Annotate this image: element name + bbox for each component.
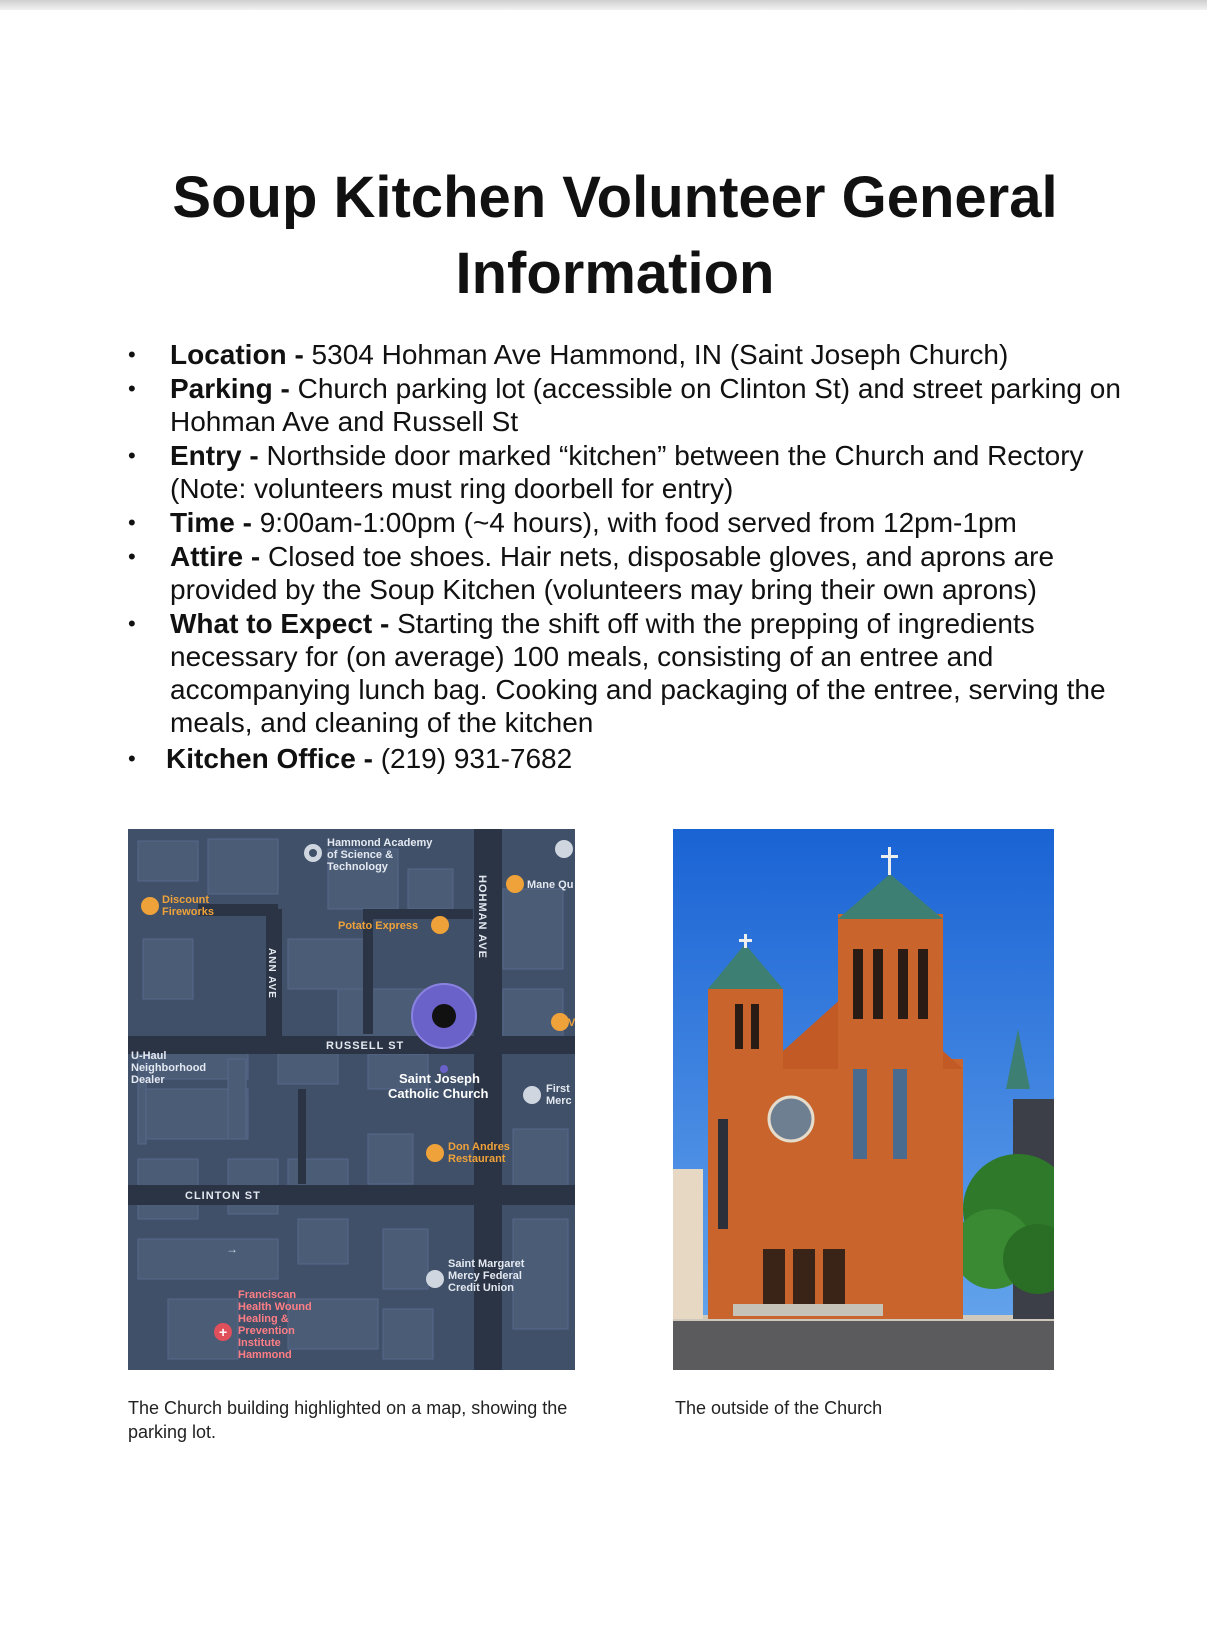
bullet-icon: • [128,376,136,401]
bullet-icon: • [128,342,136,367]
map-graphic [128,829,575,1370]
item-text: Closed toe shoes. Hair nets, disposable gloves, and aprons are provided by the Soup Kitchen (volunteers may bring their own aprons) [170,541,1055,605]
church-location-map [128,829,575,1370]
poi-label: Prevention [238,1325,295,1337]
poi-label: First [546,1083,570,1095]
poi-label: Technology [327,861,388,873]
church-illustration [673,829,1054,1370]
svg-text:+: + [219,1324,228,1340]
bullet-icon: • [128,746,136,771]
item-label: Location - [170,339,304,370]
street-label: HOHMAN AVE [476,875,488,959]
map-caption: The Church building highlighted on a map, showing the parking lot. [128,1398,568,1442]
poi-label: Healing & [238,1313,289,1325]
info-list [128,338,1128,776]
list-item-parking [128,372,1128,438]
poi-label: Hammond Academy [327,837,433,849]
page-title: Soup Kitchen Volunteer General Information [172,165,1058,306]
street-label: ANN AVE [266,948,277,999]
bullet-icon: • [128,611,136,636]
item-text: Northside door marked “kitchen” between the Church and Rectory (Note: volunteers must ring doorbell for entry) [170,440,1084,504]
poi-label: Mane Qu [527,879,574,891]
list-item-what-to-expect [128,607,1128,739]
item-text: Church parking lot (accessible on Clinton St) and street parking on Hohman Ave and Russell St [170,373,1121,437]
poi-label: U-Haul [131,1050,167,1062]
poi-label: Dealer [131,1074,165,1086]
bullet-icon: • [128,544,136,569]
poi-label: Merc [546,1095,572,1107]
svg-text:→: → [226,1242,238,1256]
poi-label: Discount [162,894,210,906]
item-label: Parking - [170,373,290,404]
church-label: Catholic Church [388,1086,489,1101]
poi-label: Hammond [238,1349,292,1361]
poi-label: Restaurant [448,1153,506,1165]
street-label: RUSSELL ST [326,1040,405,1052]
poi-label: Potato Express [338,920,419,932]
poi-label: Saint Margaret [448,1258,525,1270]
church-photo [673,829,1054,1370]
bullet-icon: • [128,443,136,468]
item-label: Time - [170,507,252,538]
list-item-location [128,338,1128,371]
list-item-kitchen-office [128,742,1128,775]
bullet-icon: • [128,510,136,535]
poi-label: Neighborhood [131,1062,207,1074]
item-label: Attire - [170,541,261,572]
item-text: 5304 Hohman Ave Hammond, IN (Saint Joseph Church) [303,339,1009,370]
item-text: Starting the shift off with the prepping of ingredients necessary for (on average) 100 meals, consisting of an entree and accompanying lunch bag. Cooking and packaging of the entree, serving the meals, and cleaning of the kitchen [170,608,1106,738]
poi-label: Institute [238,1337,281,1349]
item-label: Entry - [170,440,259,471]
poi-label: Health Wound [238,1301,312,1313]
item-label: What to Expect - [170,608,390,639]
viewer-top-edge [0,0,1207,10]
list-item-attire [128,540,1128,606]
item-text: 9:00am-1:00pm (~4 hours), with food served from 12pm-1pm [251,507,1017,538]
poi-label: Credit Union [448,1282,514,1294]
church-caption: The outside of the Church [675,1398,883,1418]
poi-label: V [568,1017,575,1029]
item-label: Kitchen Office - [166,743,373,774]
item-text: (219) 931-7682 [372,743,573,774]
poi-label: Fireworks [162,906,214,918]
church-label: Saint Joseph [399,1071,480,1086]
list-item-entry [128,439,1128,505]
poi-label: Don Andres [448,1141,510,1153]
poi-label: Mercy Federal [448,1270,522,1282]
list-item-time [128,506,1128,539]
poi-label: Franciscan [238,1289,297,1301]
street-label: CLINTON ST [185,1190,261,1202]
poi-label: of Science & [327,849,394,861]
